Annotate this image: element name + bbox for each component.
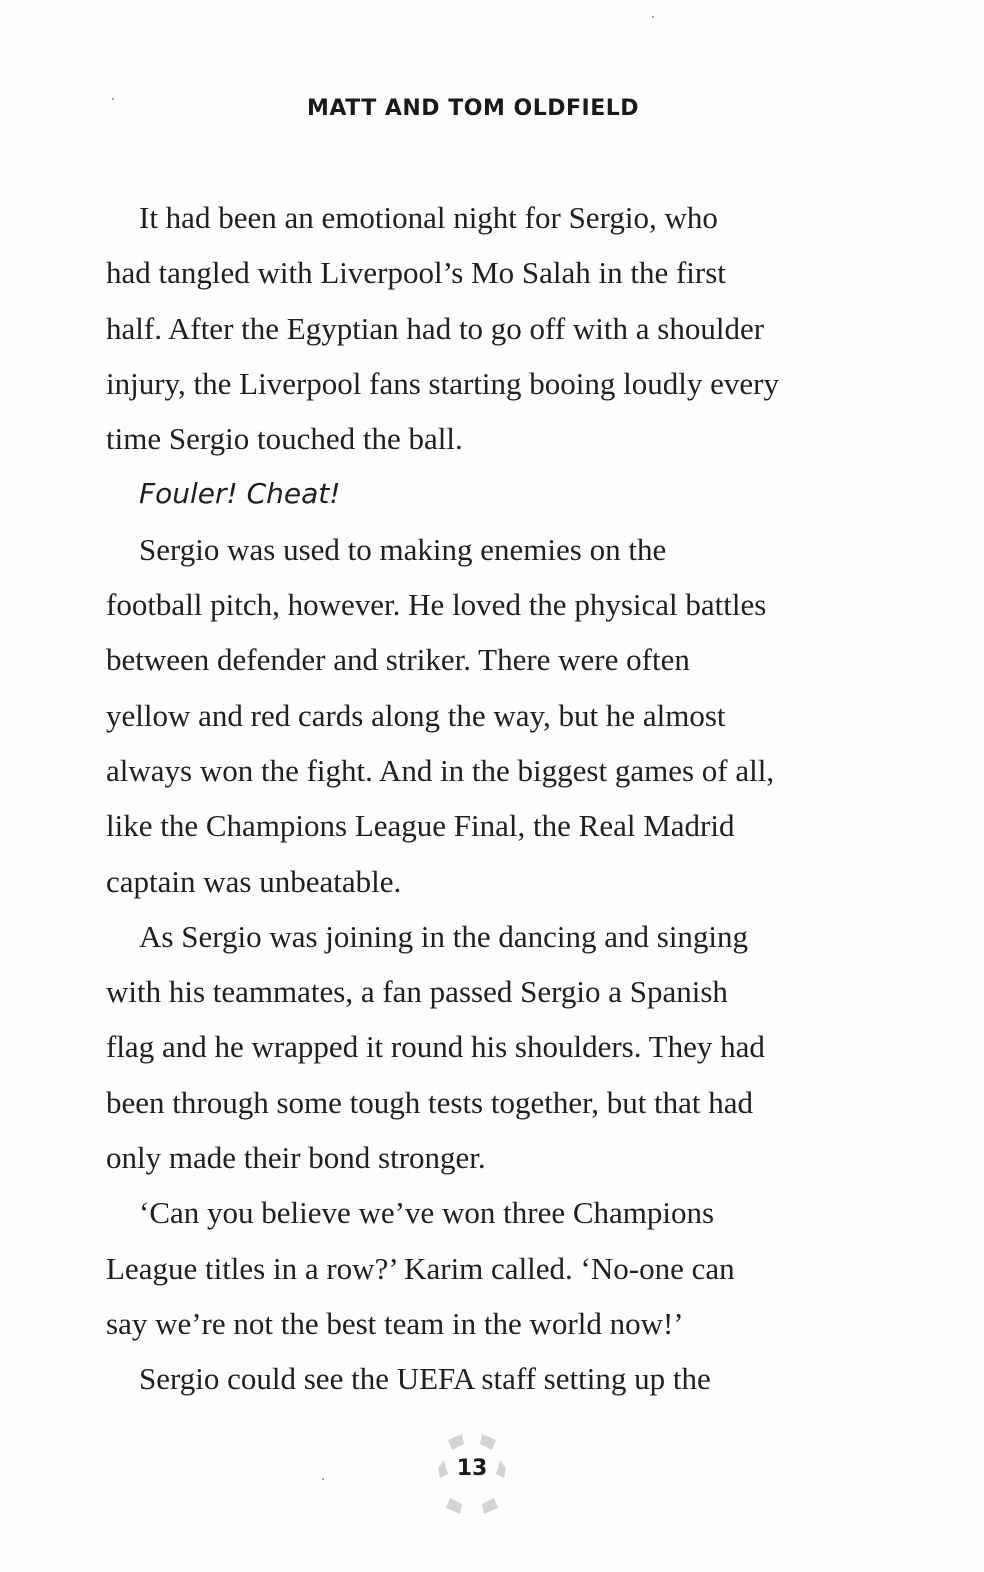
paper-speck: [322, 1478, 324, 1480]
text-line: like the Champions League Final, the Real Madrid: [106, 808, 735, 844]
text-line: Sergio could see the UEFA staff setting up the: [139, 1361, 711, 1397]
text-line: had tangled with Liverpool’s Mo Salah in the first: [106, 255, 726, 291]
text-line: As Sergio was joining in the dancing and singing: [139, 918, 749, 954]
italic-exclamation: Fouler! Cheat!: [139, 477, 341, 511]
text-line: yellow and red cards along the way, but he almost: [106, 697, 726, 733]
text-line: injury, the Liverpool fans starting booing loudly every: [106, 365, 779, 401]
text-line: only made their bond stronger.: [106, 1140, 486, 1176]
text-line: It had been an emotional night for Sergio, who: [139, 200, 718, 235]
text-line: time Sergio touched the ball.: [106, 421, 463, 457]
text-line: ‘Can you believe we’ve won three Champions: [139, 1195, 715, 1231]
text-line: with his teammates, a fan passed Sergio a Spanish: [106, 974, 728, 1010]
text-line: captain was unbeatable.: [106, 863, 402, 899]
text-line: football pitch, however. He loved the physical battles: [106, 587, 767, 623]
text-line: say we’re not the best team in the world now!’: [106, 1305, 684, 1341]
text-line: always won the fight. And in the biggest games of all,: [106, 752, 775, 788]
paper-speck: [652, 16, 654, 18]
body-text: [106, 190, 846, 1407]
text-line: half. After the Egyptian had to go off with a shoulder: [106, 310, 765, 346]
page-folio: [432, 1440, 512, 1512]
text-line: been through some tough tests together, but that had: [106, 1084, 754, 1120]
page-number: 13: [456, 1456, 488, 1481]
text-line: between defender and striker. There were often: [106, 642, 690, 678]
paper-speck: [112, 98, 114, 100]
text-line: Sergio was used to making enemies on the: [139, 531, 667, 567]
running-header: MATT AND TOM OLDFIELD: [306, 96, 639, 121]
text-line: League titles in a row?’ Karim called. ‘No-one can: [106, 1250, 735, 1286]
text-line: flag and he wrapped it round his shoulders. They had: [106, 1029, 765, 1065]
